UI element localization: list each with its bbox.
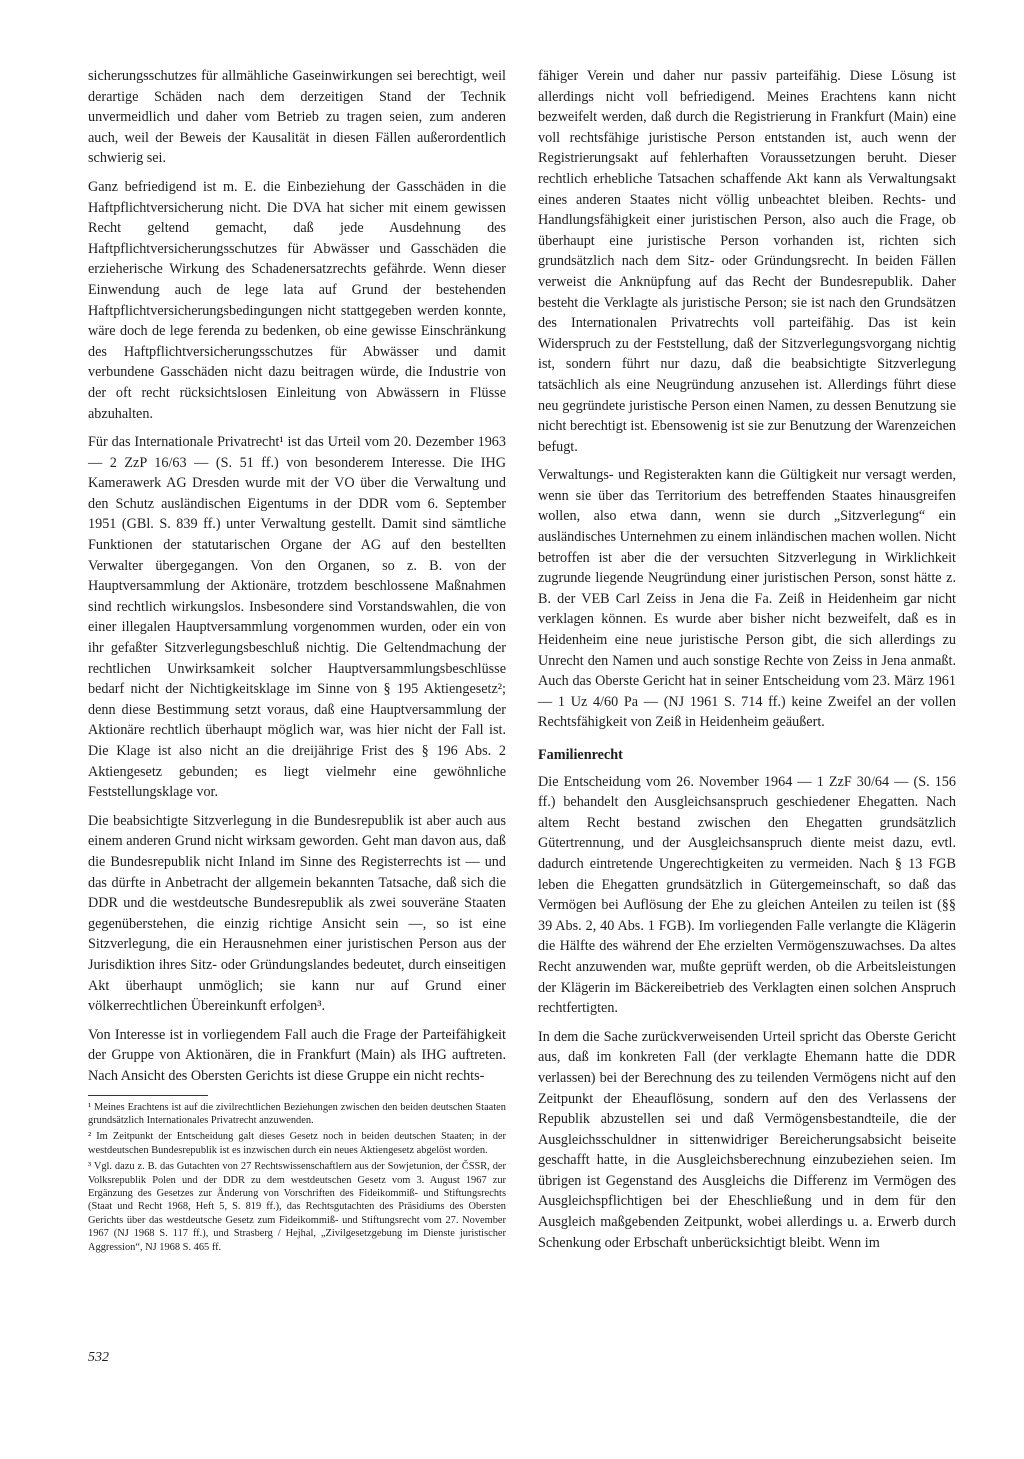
body-paragraph: In dem die Sache zurückverweisenden Urteil spricht das Oberste Gericht aus, daß im konkreten Fall (der verklagte Ehemann hatte die DDR verlassen) bei der Berechnung des zu teilenden Vermögens nicht auf den Zeitpunkt der Eheauflösung, sondern auf den des Verlassens der Republik abzustellen sei und daß Vermögensbestandteile, die der Ausgleichsschuldner in sittenwidriger Bereicherungsabsicht beiseite geschafft hatte, in die Ausgleichsberechnung einzubeziehen seien. Im übrigen ist Gegenstand des Ausgleichs die Differenz im Vermögen des Ausgleichspflichtigen bei der Eheschließung und in dem für den Ausgleich maßgebenden Zeitpunkt, wobei allerdings u. a. Erwerb durch Schenkung oder Erbschaft unberücksichtigt bleibt. Wenn im bbox=[538, 1028, 956, 1251]
body-paragraph: Von Interesse ist in vorliegendem Fall auch die Frage der Parteifähigkeit der Gruppe von Aktionären, die in Frankfurt (Main) als IHG auftreten. Nach Ansicht des Obersten Gerichts ist diese Gruppe ein nicht rechts- bbox=[88, 1026, 506, 1084]
body-paragraph: Ganz befriedigend ist m. E. die Einbeziehung der Gasschäden in die Haftpflichtversicherung nicht. Die DVA hat sicher mit einem gewissen Recht geltend gemacht, daß jede Ausdehnung des Haftpflichtversicherungsschutzes für Abwässer und Gasschäden die erzieherische Wirkung des Schadenersatzrechts gefährde. Wenn dieser Einwendung auch de lege lata auf Grund der bestehenden Haftpflichtversicherungsbedingungen nicht stattgegeben werden konnte, wäre doch de lege ferenda zu bedenken, ob eine gewisse Einschränkung des Haftpflichtversicherungsschutzes für Abwässer und damit verbundene Gasschäden nicht dazu beitragen würde, die Industrie von der oft recht rücksichtslosen Einleitung von Abwässern in Flüsse abzuhalten. bbox=[88, 178, 506, 422]
right-column bbox=[538, 66, 956, 1261]
footnote-divider bbox=[88, 1095, 208, 1096]
section-heading: Familienrecht bbox=[538, 747, 623, 763]
left-column bbox=[88, 66, 506, 1257]
page-number: 532 bbox=[88, 1350, 109, 1365]
body-paragraph: fähiger Verein und daher nur passiv parteifähig. Diese Lösung ist allerdings nicht voll befriedigend. Meines Erachtens kann nicht bezweifelt werden, daß durch die Registrierung in Frankfurt (Main) eine voll rechtsfähige juristische Person entstanden ist, auch wenn der Registrierungsakt auf fehlerhaften Voraussetzungen beruht. Dieser rechtlich erhebliche Tatsachen schaffende Akt kann als Verwaltungsakt eines anderen Staates nicht völlig unbeachtet bleiben. Rechts- und Handlungsfähigkeit einer juristischen Person, also auch die Frage, ob überhaupt eine juristische Person vorhanden ist, richten sich grundsätzlich nach dem Sitz- oder Gründungsrecht. In beiden Fällen verweist die Anknüpfung auf das Recht der Bundesrepublik. Daher besteht die Verklagte als juristische Person; sie ist nach den Grundsätzen des Internationalen Privatrechts voll parteifähig. Das ist kein Widerspruch zu der Feststellung, daß der Sitzverlegungsvorgang nichtig ist, sondern führt nur dazu, daß die beabsichtigte Sitzverlegung tatsächlich als eine Neugründung anzusehen ist. Allerdings führt diese neu gegründete juristische Person einen Namen, zu dessen Benutzung sie nicht berechtigt ist. Ebensowenig ist sie zur Benutzung der Warenzeichen befugt. bbox=[538, 68, 956, 455]
footnote: ³ Vgl. dazu z. B. das Gutachten von 27 Rechtswissenschaftlern aus der Sowjetunion, der ČSSR, der Volksrepublik Polen und der DDR zu dem westdeutschen Gesetz vom 3. August 1967 zur Ergänzung des Gesetzes zur Änderung von Vorschriften des Fideikommiß- und Stiftungsrechts (Staat und Recht 1968, Heft 5, S. 819 ff.), das Rechtsgutachten des Präsidiums des Obersten Gerichts über das westdeutsche Gesetz zum Fideikommiß- und Stiftungsrecht vom 27. November 1967 (NJ 1968 S. 117 ff.), und Strasberg / Hejhal, „Zivilgesetzgebung im Dienste juristischer Aggression“, NJ 1968 S. 465 ff. bbox=[88, 1161, 506, 1253]
body-paragraph: sicherungsschutzes für allmähliche Gaseinwirkungen sei berechtigt, weil derartige Schäden nach dem derzeitigen Stand der Technik unvermeidlich und daher vom Betrieb zu tragen seien, zum anderen auch, weil der Beweis der Kausalität in diesen Fällen außerordentlich schwierig sei. bbox=[88, 68, 506, 167]
footnote: ¹ Meines Erachtens ist auf die zivilrechtlichen Beziehungen zwischen den beiden deutschen Staaten grundsätzlich Internationales Privatrecht anzuwenden. bbox=[88, 1101, 506, 1126]
body-paragraph: Die Entscheidung vom 26. November 1964 — 1 ZzF 30/64 — (S. 156 ff.) behandelt den Ausgleichsanspruch geschiedener Ehegatten. Nach altem Recht bestand zwischen den Ehegatten grundsätzlich Gütertrennung, und der Ausgleichsanspruch diente meist dazu, evtl. dadurch eintretende Ungerechtigkeiten zu vermeiden. Nach § 13 FGB leben die Ehegatten grundsätzlich in Gütergemeinschaft, so daß das Vermögen bei Auflösung der Ehe zu gleichen Anteilen zu teilen ist (§§ 39 Abs. 2, 40 Abs. 1 FGB). Im vorliegenden Falle verlangte die Klägerin die Hälfte des während der Ehe erzielten Vermögenszuwachses. Da altes Recht anzuwenden war, mußte geprüft werden, ob die Arbeitsleistungen der Klägerin im Bäckereibetrieb des Verklagten einen solchen Anspruch rechtfertigten. bbox=[538, 773, 956, 1017]
footnote: ² Im Zeitpunkt der Entscheidung galt dieses Gesetz noch in beiden deutschen Staaten; in der westdeutschen Bundesrepublik ist es inzwischen durch ein neues Aktiengesetz abgelöst worden. bbox=[88, 1131, 506, 1156]
body-paragraph: Die beabsichtigte Sitzverlegung in die Bundesrepublik ist aber auch aus einem anderen Grund nicht wirksam geworden. Geht man davon aus, daß die Bundesrepublik nicht Inland im Sinne des Registerrechts ist — und das dürfte in Anbetracht der allgemein bekannten Tatsache, daß sich die DDR und die westdeutsche Bundesrepublik als zwei souveräne Staaten gegenüberstehen, die einzig richtige Ansicht sein —, so ist eine Sitzverlegung, die ein Herausnehmen einer juristischen Person aus der Jurisdiktion ihres Sitz- oder Gründungslandes bedeutet, durch einseitigen Akt überhaupt unmöglich; sie kann nur auf Grund einer völkerrechtlichen Übereinkunft erfolgen³. bbox=[88, 812, 506, 1015]
body-paragraph: Für das Internationale Privatrecht¹ ist das Urteil vom 20. Dezember 1963 — 2 ZzP 16/63 — (S. 51 ff.) von besonderem Interesse. Die IHG Kamerawerk AG Dresden wurde mit der VO über die Verwaltung und den Schutz ausländischen Eigentums in der DDR vom 6. September 1951 (GBl. S. 839 ff.) unter Verwaltung gestellt. Damit sind sämtliche Funktionen der statutarischen Organe der AG auf den bestellten Verwalter übergegangen. Von den Organen, so z. B. von der Hauptversammlung der Aktionäre, trotzdem beschlossene Maßnahmen sind rechtlich wirkungslos. Insbesondere sind Vorstandswahlen, die von einer illegalen Hauptversammlung vorgenommen wurden, oder ein von ihr gefaßter Sitzverlegungsbeschluß nichtig. Die Geltendmachung der rechtlichen Unwirksamkeit solcher Hauptversammlungsbeschlüsse bedarf nicht der Nichtigkeitsklage im Sinne von § 195 Aktiengesetz²; denn diese Bestimmung setzt voraus, daß eine Hauptversammlung der Aktionäre rechtlich überhaupt möglich war, was hier nicht der Fall ist. Die Klage ist also nicht an die dreijährige Frist des § 196 Abs. 2 Aktiengesetz gebunden; es liegt vielmehr eine gewöhnliche Feststellungsklage vor. bbox=[88, 434, 506, 801]
body-paragraph: Verwaltungs- und Registerakten kann die Gültigkeit nur versagt werden, wenn sie über das Territorium des betreffenden Staates hinausgreifen wollen, also etwa dann, wenn sie durch „Sitzverlegung“ ein ausländisches Unternehmen zu einem inländischen machen wollen. Nicht betroffen ist aber die der versuchten Sitzverlegung in Wirklichkeit zugrunde liegende Neugründung einer juristischen Person, sonst hätte z. B. der VEB Carl Zeiss in Jena die Fa. Zeiß in Heidenheim gar nicht verklagen können. Es wurde aber bisher nicht bezweifelt, daß es in Heidenheim eine neue juristische Person gibt, die sich allerdings zu Unrecht den Namen und auch sonstige Rechte von Zeiss in Jena anmaßt. Auch das Oberste Gericht hat in seiner Entscheidung vom 23. März 1961 — 1 Uz 4/60 Pa — (NJ 1961 S. 714 ff.) keine Zweifel an der vollen Rechtsfähigkeit von Zeiß in Heidenheim geäußert. bbox=[538, 467, 956, 731]
